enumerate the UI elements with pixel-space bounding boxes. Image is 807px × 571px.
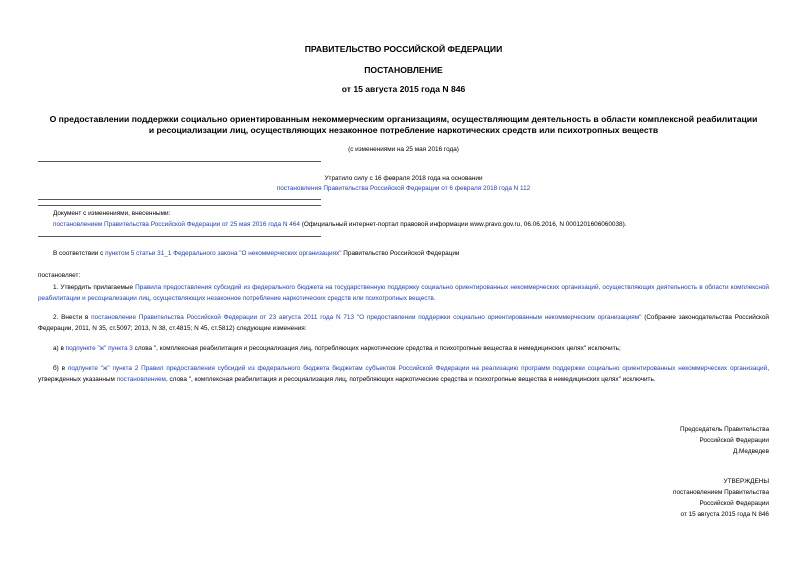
signature-position: Председатель Правительства xyxy=(680,426,769,433)
government-heading: ПРАВИТЕЛЬСТВО РОССИЙСКОЙ ФЕДЕРАЦИИ xyxy=(304,44,503,54)
preamble xyxy=(53,249,459,260)
item-2b-rest: , слова ", комплексная реабилитация и ресоциализация лиц, потребляющих наркотические средства и психотропные вещества в немедицинских целях" исключить. xyxy=(165,375,656,383)
changes-source: (Официальный интернет-портал правовой информации www.pravo.gov.ru, 06.06.2016, N 0001201606060038). xyxy=(299,221,627,228)
preamble-text: В соответствии с xyxy=(53,250,106,257)
separator-line xyxy=(38,199,321,200)
item-2a-rest: слова ", комплексная реабилитация и ресоциализация лиц, потребляющих наркотические средства и психотропные вещества в немедицинских целях" исключить; xyxy=(132,345,621,352)
rules-link[interactable]: Правила предоставления субсидий из федерального бюджета на государственную поддержку социально ориентированных некоммерческих организаций, осуществляющих деятельность в области комплексной реабилитации и ресоциализации лиц, осуществляющих незаконное потребление наркотических средств или психотропных веществ xyxy=(38,284,769,302)
changes-link[interactable]: постановлением Правительства Российской Федерации от 25 мая 2016 года N 464 xyxy=(53,221,300,228)
signature-country: Российской Федерации xyxy=(699,437,769,444)
document-title-line-2: и ресоциализации лиц, осуществляющих незаконное потребление наркотических средств или психотропных веществ xyxy=(148,125,659,135)
approved-by: постановлением Правительства xyxy=(673,489,769,496)
changes-entry xyxy=(53,220,627,231)
separator-line xyxy=(38,205,321,206)
resolves-word: постановляет: xyxy=(38,272,81,279)
preamble-text: Правительство Российской Федерации xyxy=(341,250,460,257)
item-1 xyxy=(38,283,769,304)
amendment-note: (с изменениями на 25 мая 2016 года) xyxy=(348,146,459,153)
item-2-text: 2. Внести в xyxy=(53,314,92,321)
subsidy-rules-link[interactable]: подпункте "ж" пункта 2 Правил предоставления субсидий из федерального бюджета бюджетам субъектов Российской Федерации на реализацию программ поддержки социально ориентированных некоммерческих организаций xyxy=(67,365,768,372)
item-2b-text: б) в xyxy=(53,365,68,372)
item-2b-middle: , утвержденных указанным xyxy=(38,365,769,383)
item-2a-text: а) в xyxy=(53,345,66,352)
approved-date-number: от 15 августа 2015 года N 846 xyxy=(680,511,769,518)
subpoint-zh-point-3-link[interactable]: подпункте "ж" пункта 3 xyxy=(65,345,133,352)
resolution-713-link[interactable]: постановление Правительства Российской Федерации от 23 августа 2011 года N 713 "О предоставлении поддержки социально ориентированным некоммерческим организациям" xyxy=(91,314,642,321)
item-1-text: 1. Утвердить прилагаемые xyxy=(53,284,136,291)
resolution-link[interactable]: постановлением xyxy=(116,375,166,383)
repeal-status-link[interactable]: постановления Правительства Российской Федерации от 6 февраля 2018 года N 112 xyxy=(276,185,531,192)
item-2a xyxy=(53,344,621,355)
approved-heading: УТВЕРЖДЕНЫ xyxy=(723,478,769,485)
separator-line xyxy=(38,236,321,237)
separator-line xyxy=(38,161,321,162)
item-2 xyxy=(38,313,769,334)
item-1-end: . xyxy=(433,294,436,302)
law-reference-link[interactable]: пунктом 5 статьи 31_1 Федерального закона "О некоммерческих организациях" xyxy=(105,250,342,257)
item-2b xyxy=(38,364,769,385)
signature-name: Д.Медведев xyxy=(732,448,769,455)
changes-label: Документ с изменениями, внесенными: xyxy=(53,210,171,217)
document-date-number: от 15 августа 2015 года N 846 xyxy=(341,84,466,94)
document-title-line-1: О предоставлении поддержки социально ориентированным некоммерческим организациям, осуществляющим деятельность в области комплексной реабилитации xyxy=(49,114,758,124)
repeal-status: Утратило силу с 16 февраля 2018 года на основании xyxy=(324,175,483,182)
approved-country: Российской Федерации xyxy=(699,500,769,507)
document-type: ПОСТАНОВЛЕНИЕ xyxy=(364,65,443,75)
item-2-rest: (Собрание законодательства Российской Федерации, 2011, N 35, ст.5097; 2013, N 38, ст.4815; N 45, ст.5812) следующие изменения: xyxy=(38,314,770,332)
